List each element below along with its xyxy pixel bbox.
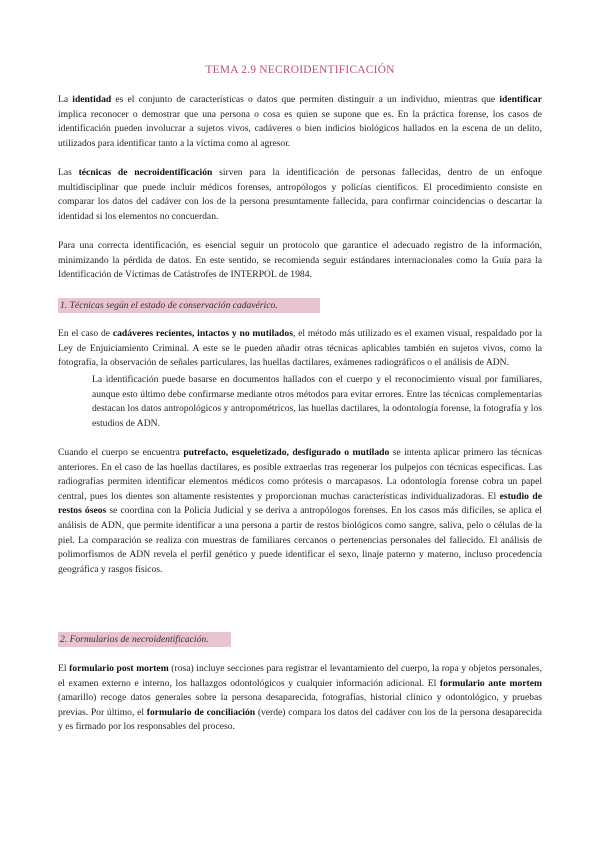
bold-term: técnicas de necroidentificación <box>78 167 213 178</box>
bold-term: identificar <box>499 94 542 105</box>
text: , el método más utilizado es el examen visual, respaldado por la Ley de Enjuiciamiento Criminal. A este se le pueden añadir otras técnicas aplicables también en sujetos vivos, como la fotografía, la observación de señales particulares, las huellas dactilares, exámenes radiográficos o el análisis de ADN. <box>58 328 542 369</box>
text: (verde) compara los datos del cadáver con los de la persona desaparecida y es firmado por los responsables del proceso. <box>58 706 542 733</box>
text: La <box>58 94 73 105</box>
paragraph-identidad <box>58 93 542 151</box>
section-heading-2: 2. Formularios de necroidentificación. <box>58 632 231 647</box>
text: sirven para la identificación de personas fallecidas, dentro de un enfoque multidisciplinar que puede incluir médicos forenses, antropólogos y policías científicos. El procedimiento consiste en comparar los datos del cadáver con los de la persona presuntamente fallecida, para confirmar coincidencias o descartar la identidad si los elementos no concuerdan. <box>58 167 542 222</box>
text: Cuando el cuerpo se encuentra <box>58 447 184 458</box>
text: se intenta aplicar primero las técnicas anteriores. En el caso de las huellas dactilares, es posible extraerlas tras regenerar los pulpejos con técnicas específicas. Las radiografías permiten identificar elementos médicos como prótesis o marcapasos. La odontología forense cobra un papel central, pues los dientes son altamente resistentes y proporcionan muchas características individualizadoras. El <box>58 447 542 502</box>
page-title: TEMA 2.9 NECROIDENTIFICACIÓN <box>205 64 395 76</box>
bold-term: identidad <box>72 94 112 105</box>
text: La identificación puede basarse en documentos hallados con el cuerpo y el reconocimiento visual por familiares, aunque esto último debe confirmarse mediante otros métodos para evitar errores. Entre las técnicas complementarias destacan los datos antropológicos y antropométricos, las huellas dactilares, la odontología forense, la fotografía y los estudios de ADN. <box>92 374 542 429</box>
text: (rosa) incluye secciones para registrar el levantamiento del cuerpo, la ropa y objetos personales, el examen externo e interno, los hallazgos odontológicos y cualquier información adicional. El <box>58 663 542 689</box>
bold-term: cadáveres recientes, intactos y no mutilados <box>112 328 293 339</box>
bold-term: putrefacto, esqueletizado, desfigurado o mutilado <box>183 447 390 458</box>
text: implica reconocer o demostrar que una persona o cosa es quien se supone que es. En la práctica forense, los casos de identificación pueden involucrar a sujetos vivos, cadáveres o bien indicios biológicos hallados en la escena de un delito, utilizados para identificar tanto a la víctima como al agresor. <box>58 108 542 149</box>
bold-term: formulario post mortem <box>69 663 169 674</box>
text: El <box>58 663 70 674</box>
bold-term: estudio de restos óseos <box>58 490 543 517</box>
paragraph-formularios <box>58 662 542 735</box>
text: Las <box>58 167 79 178</box>
text: se coordina con la Policía Judicial y se deriva a antropólogos forenses. En los casos más difíciles, se aplica el análisis de ADN, que permite identificar a una persona a partir de restos biológicos como sangre, saliva, pelo o células de la piel. La comparación se realiza con muestras de familiares cercanos o pertenencias personales del fallecido. El análisis de polimorfismos de ADN revela el perfil genético y puede identificar el sexo, linaje paterno y materno, incluso procedencia geográfica y rasgos físicos. <box>58 505 542 575</box>
indented-paragraph <box>92 373 542 431</box>
bold-term: formulario de conciliación <box>146 706 256 718</box>
paragraph-tecnicas <box>58 166 542 224</box>
text: En el caso de <box>58 328 113 339</box>
paragraph-protocolo <box>58 239 542 283</box>
section-heading-1: 1. Técnicas según el estado de conservación cadavérico. <box>58 298 320 313</box>
text: (amarillo) recoge datos generales sobre la persona desaparecida, fotografías, historial clínico y odontológico, y pruebas previas. Por último, el <box>58 692 542 718</box>
paragraph-putrefacto <box>58 446 542 577</box>
bold-term: formulario ante mortem <box>439 677 543 689</box>
text: es el conjunto de características o datos que permiten distinguir a un individuo, mientras que <box>111 94 500 105</box>
paragraph-cadaveres-recientes <box>58 327 542 371</box>
text: Para una correcta identificación, es esencial seguir un protocolo que garantice el adecuado registro de la información, minimizando la pérdida de datos. En este sentido, se recomienda seguir estándares internacionales como la Guía para la Identificación de Víctimas de Catástrofes de INTERPOL de 1984. <box>58 240 542 281</box>
